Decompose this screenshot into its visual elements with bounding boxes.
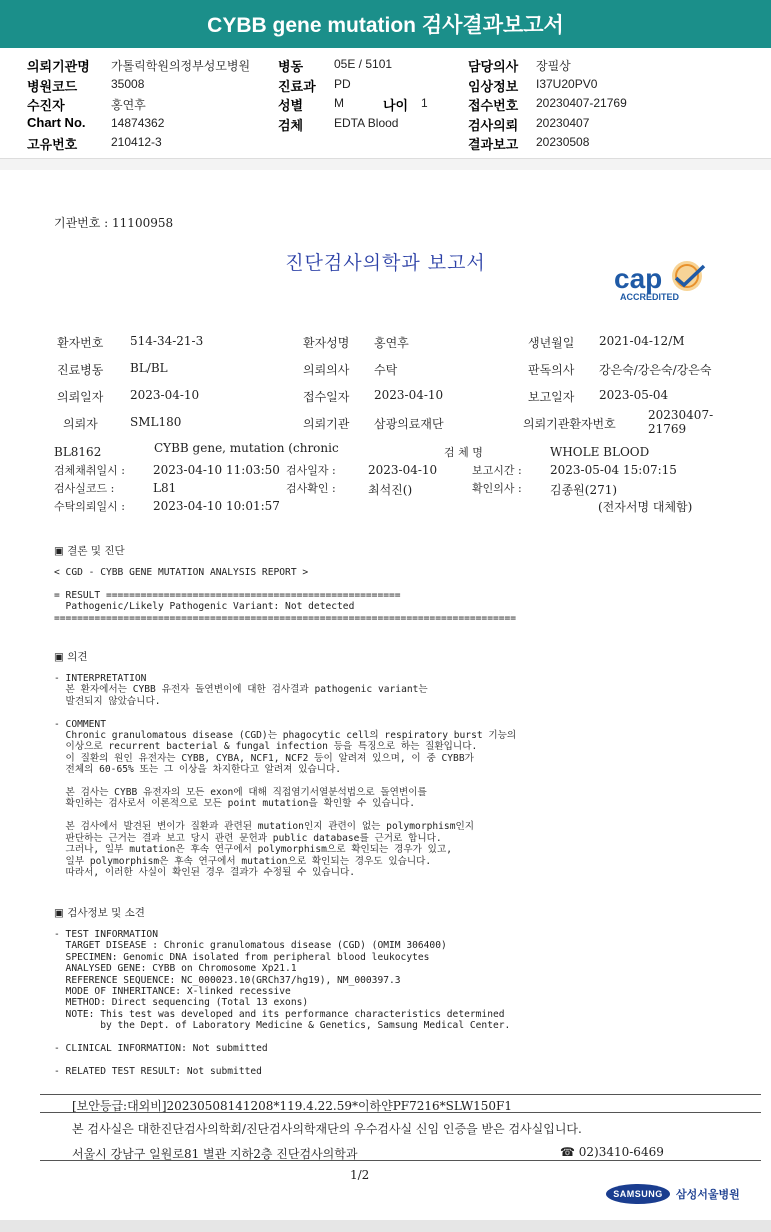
footer-top-rule (40, 1094, 761, 1095)
pt-value-ward: BL/BL (130, 361, 168, 375)
label-request-date: 검사의뢰 (468, 119, 519, 134)
report-title-bar (0, 0, 771, 48)
pt-label-report-date: 보고일자 (528, 390, 575, 404)
pt-value-reading-doctor: 강은숙/강은숙/강은숙 (599, 363, 712, 377)
lab-report-page (0, 170, 771, 1220)
report-title: CYBB gene mutation 검사결과보고서 (207, 14, 564, 37)
row1-label-e: 보고시간 : (472, 464, 522, 477)
pt-value-birthdate: 2021-04-12/M (599, 334, 685, 348)
pt-label-ward: 진료병동 (57, 363, 104, 377)
value-accession-no: 20230407-21769 (536, 96, 627, 110)
viewer-bottom-bar (0, 1220, 771, 1232)
pt-label-request-date: 의뢰일자 (57, 390, 104, 404)
pt-label-patient-no: 환자번호 (57, 336, 104, 350)
test-name: CYBB gene, mutation (chronic (154, 441, 339, 455)
specimen-label: 검 체 명 (444, 446, 483, 459)
row3-value-b: 2023-04-10 10:01:57 (153, 499, 280, 513)
certification-note: 본 검사실은 대한진단검사의학회/진단검사의학재단의 우수검사실 신임 인증을 받은 검사실입니다. (72, 1122, 582, 1136)
pt-value-requester: SML180 (130, 415, 182, 429)
pt-label-reading-doctor: 판독의사 (528, 363, 575, 377)
section-conclusion-heading: ▣ 결론 및 진단 (54, 545, 125, 557)
value-specimen: EDTA Blood (334, 116, 399, 130)
value-chart-no: 14874362 (111, 116, 165, 130)
label-requesting-institution: 의뢰기관명 (27, 60, 90, 75)
row2-label-a: 검사실코드 : (54, 482, 115, 495)
row1-label-a: 검체채취일시 : (54, 464, 125, 477)
value-request-date: 20230407 (536, 116, 590, 130)
value-physician: 장필상 (536, 59, 571, 73)
label-sex: 성별 (278, 99, 304, 114)
row2-value-f: 김종원(271) (550, 483, 618, 497)
samsung-hospital-logo (606, 1184, 740, 1204)
cap-accredited-icon (612, 258, 722, 304)
pt-value-request-date: 2023-04-10 (130, 388, 200, 402)
row2-label-c: 검사확인 : (286, 482, 336, 495)
pt-label-requesting-doctor: 의뢰의사 (303, 363, 350, 377)
value-hospital-code: 35008 (111, 77, 145, 91)
section-testinfo-heading: ▣ 검사정보 및 소견 (54, 907, 145, 919)
value-clinical-info: I37U20PV0 (536, 77, 598, 91)
opinion-block: - INTERPRETATION 본 환자에서는 CYBB 유전자 돌연변이에 대한 검사결과 pathogenic variant는 발견되지 않았습니다. - COMMENT Chronic granulomatous disease (CGD)는 phagocytic cell의 respiratory burst 기능의 이상으로 recurrent bacterial & fungal infection 등을 특징으로 하는 질환입니다. 이 질환의 원인 유전자는 CYBB, CYBA, NCF1, NCF2 등이 알려져 있으며, 이 중 CYBB가 전체의 60-65% 또는 그 이상을 차지한다고 알려져 있습니다. 본 검사는 CYBB 유전자의 모든 exon에 대해 직접염기서열분석법으로 돌연변이를 확인하는 검사로서 이론적으로 모든 point mutation을 확인할 수 있습니다. 본 검사에서 발견된 변이가 질환과 관련된 mutation인지 관련이 없는 polymorphism인지 판단하는 근거는 결과 보고 당시 관련 문헌과 public database를 근거로 합니다. 그러나, 일부 mutation은 후속 연구에서 polymorphism으로 확인되는 경우가 있고, 일부 polymorphism은 후속 연구에서 mutation으로 확인되는 경우도 있습니다. 따라서, 이러한 사실이 확인된 경우 결과가 수정될 수 있습니다. (54, 673, 517, 878)
row1-label-c: 검사일자 : (286, 464, 336, 477)
label-unique-no: 고유번호 (27, 138, 78, 153)
svg-text:cap: cap (614, 263, 663, 294)
testinfo-block: - TEST INFORMATION TARGET DISEASE : Chronic granulomatous disease (CGD) (OMIM 306400) SPECIMEN: Genomic DNA isolated from peripheral blood leukocytes ANALYSED GENE: CYBB on Chromosome Xp21.1 REFERENCE SEQUENCE: NC_000023.10(GRCh37/hg19), NM_000397.3 MODE OF INHERITANCE: X-linked recessive METHOD: Direct sequencing (Total 13 exons) NOTE: This test was developed and its performance characteristics determined by the Dept. of Laboratory Medicine & Genetics, Samsung Medical Center. - CLINICAL INFORMATION: Not submitted - RELATED TEST RESULT: Not submitted (54, 929, 511, 1077)
label-age: 나이 (383, 99, 409, 114)
value-patient: 홍연후 (111, 98, 146, 112)
section-opinion-heading: ▣ 의견 (54, 651, 88, 663)
samsung-oval-mark: SAMSUNG (606, 1184, 670, 1204)
label-report-date: 결과보고 (468, 138, 519, 153)
value-sex: M (334, 96, 344, 110)
label-patient: 수진자 (27, 99, 65, 114)
label-ward: 병동 (278, 60, 304, 75)
pt-label-requester: 의뢰자 (63, 417, 98, 431)
label-department: 진료과 (278, 80, 316, 95)
value-report-date: 20230508 (536, 135, 590, 149)
pt-value-patient-name: 홍연후 (374, 336, 409, 350)
label-chart-no: Chart No. (27, 115, 86, 130)
order-info-grid (0, 48, 771, 158)
test-code: BL8162 (54, 445, 102, 459)
pt-label-institution-patient-no: 의뢰기관환자번호 (523, 417, 616, 431)
cap-accredited-logo (612, 258, 722, 304)
value-ward: 05E / 5101 (334, 57, 393, 71)
report-document-title: 진단검사의학과 보고서 (285, 252, 486, 274)
pt-value-requesting-doctor: 수탁 (374, 363, 398, 377)
value-requesting-institution: 가톨릭학원의정부성모병원 (111, 59, 251, 73)
page-number: 1/2 (350, 1168, 370, 1182)
section-separator (0, 158, 771, 170)
pt-value-receipt-date: 2023-04-10 (374, 388, 444, 402)
pt-label-requesting-institution: 의뢰기관 (303, 417, 350, 431)
label-accession-no: 접수번호 (468, 99, 519, 114)
label-specimen: 검체 (278, 119, 304, 134)
e-signature-note: (전자서명 대체함) (598, 500, 693, 514)
pt-label-patient-name: 환자성명 (303, 336, 350, 350)
row2-value-d: 최석진() (368, 483, 413, 497)
row1-value-b: 2023-04-10 11:03:50 (153, 463, 280, 477)
pt-label-receipt-date: 접수일자 (303, 390, 350, 404)
pt-value-requesting-institution: 삼광의료재단 (374, 417, 444, 431)
result-block: < CGD - CYBB GENE MUTATION ANALYSIS REPORT > = RESULT =================================================== Pathogenic/Likely Pathogenic Variant: Not detected ================================================================================ (54, 567, 517, 624)
samsung-hospital-name: 삼성서울병원 (676, 1188, 740, 1201)
label-physician: 담당의사 (468, 60, 519, 75)
pt-value-report-date: 2023-05-04 (599, 388, 669, 402)
row3-label-a: 수탁의뢰일시 : (54, 500, 125, 513)
lab-phone: ☎ 02)3410-6469 (560, 1145, 664, 1159)
svg-text:ACCREDITED: ACCREDITED (620, 292, 680, 302)
row1-value-d: 2023-04-10 (368, 463, 438, 477)
lab-address: 서울시 강남구 일원로81 별관 지하2층 진단검사의학과 (72, 1147, 358, 1161)
pt-value-patient-no: 514-34-21-3 (130, 334, 204, 348)
footer-mid-rule (40, 1112, 761, 1113)
value-department: PD (334, 77, 351, 91)
pt-label-birthdate: 생년월일 (528, 336, 575, 350)
row2-label-e: 확인의사 : (472, 482, 522, 495)
footer-bottom-rule (40, 1160, 761, 1161)
agency-number: 기관번호 : 11100958 (54, 216, 174, 230)
value-unique-no: 210412-3 (111, 135, 162, 149)
row1-value-f: 2023-05-04 15:07:15 (550, 463, 677, 477)
value-age: 1 (421, 96, 428, 110)
pt-value-institution-patient-no: 20230407-21769 (648, 408, 714, 436)
label-clinical-info: 임상정보 (468, 80, 519, 95)
security-line: [보안등급:대외비]20230508141208*119.4.22.59*이하얀PF7216*SLW150F1 (72, 1099, 513, 1113)
row2-value-b: L81 (153, 481, 177, 495)
specimen-value: WHOLE BLOOD (550, 445, 650, 459)
label-hospital-code: 병원코드 (27, 80, 78, 95)
